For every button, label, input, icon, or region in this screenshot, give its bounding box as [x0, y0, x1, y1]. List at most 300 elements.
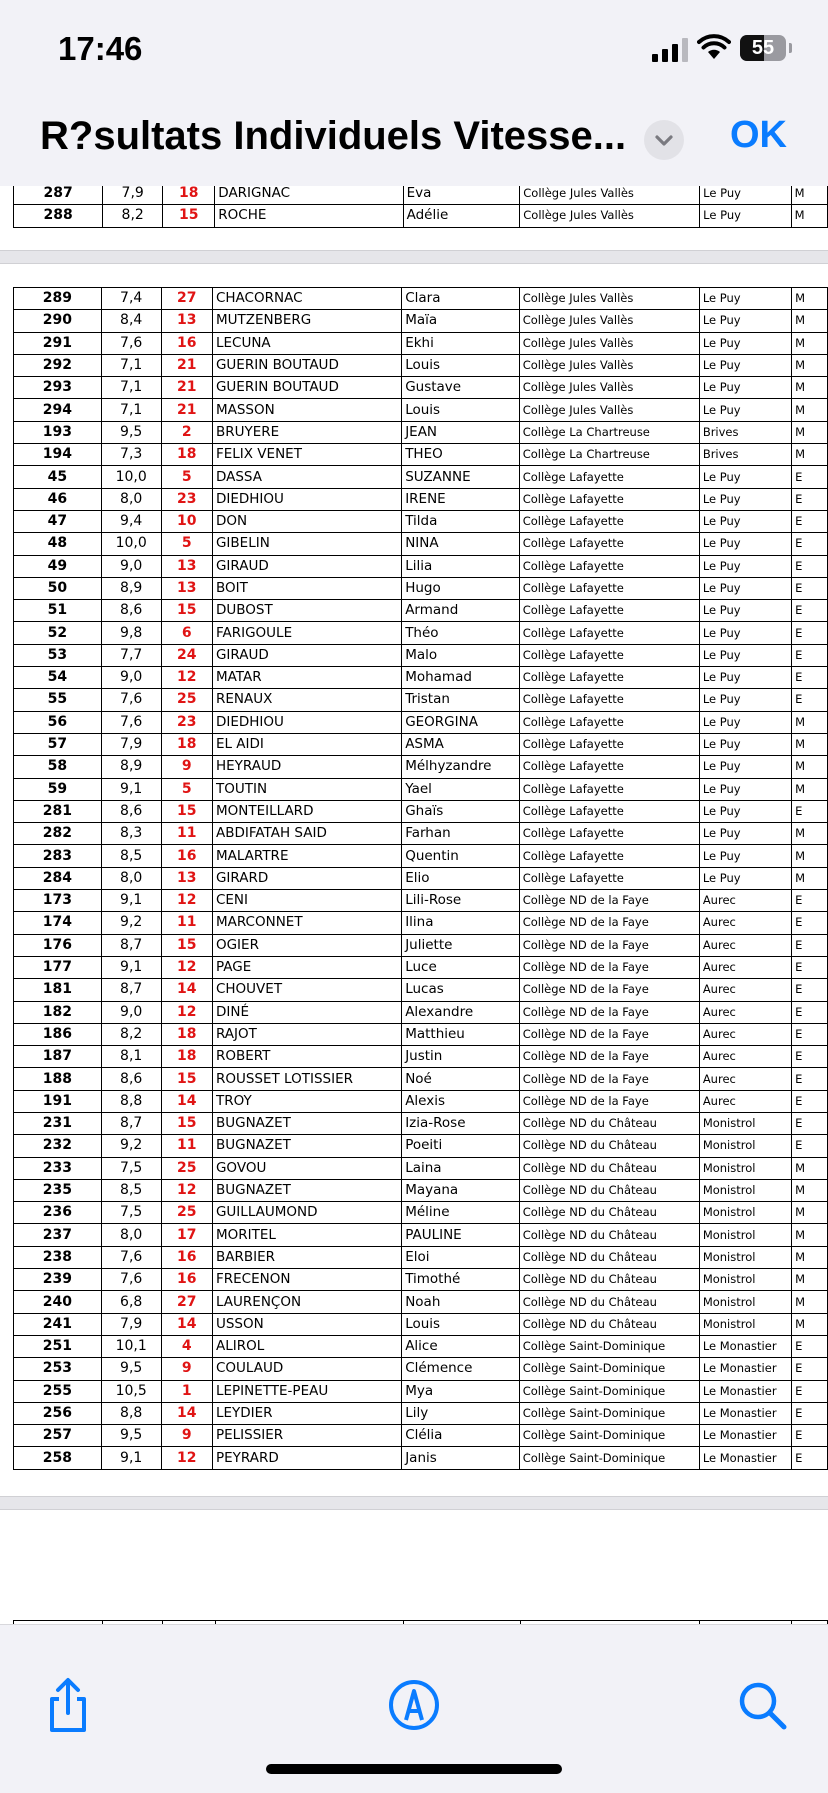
dossard-cell: 55	[14, 689, 102, 711]
last-name-cell: ROUSSET LOTISSIER	[212, 1068, 401, 1090]
city-cell: Monistrol	[699, 1246, 791, 1268]
school-cell: Collège Jules Vallès	[519, 399, 699, 421]
first-name-cell: JEAN	[402, 421, 520, 443]
last-name-cell: MASSON	[212, 399, 401, 421]
rank-cell: 4	[161, 1335, 212, 1357]
city-cell: Monistrol	[699, 1157, 791, 1179]
score-cell: 7,4	[101, 288, 161, 310]
dossard-cell: 236	[14, 1202, 102, 1224]
school-cell: Collège ND de la Faye	[519, 979, 699, 1001]
school-cell: Collège Lafayette	[519, 733, 699, 755]
school-cell: Collège ND de la Faye	[519, 890, 699, 912]
dossard-cell: 54	[14, 667, 102, 689]
dossard-cell: 235	[14, 1179, 102, 1201]
first-name-cell: ASMA	[402, 733, 520, 755]
chevron-down-icon	[644, 120, 684, 160]
category-cell: M	[792, 421, 828, 443]
dossard-cell: 232	[14, 1135, 102, 1157]
school-cell: Collège Saint-Dominique	[519, 1447, 699, 1469]
last-name-cell: ABDIFATAH SAID	[212, 823, 401, 845]
dossard-cell: 48	[14, 533, 102, 555]
markup-button[interactable]	[386, 1677, 442, 1733]
city-cell: Le Monastier	[699, 1425, 791, 1447]
rank-cell: 15	[161, 1068, 212, 1090]
table-row	[14, 823, 828, 845]
dossard-cell: 288	[14, 205, 103, 227]
battery-level: 55	[751, 37, 775, 59]
rank-cell: 18	[161, 1046, 212, 1068]
table-row	[14, 377, 828, 399]
dossard-cell: 233	[14, 1157, 102, 1179]
school-cell: Collège Jules Vallès	[519, 288, 699, 310]
score-cell: 9,1	[101, 890, 161, 912]
first-name-cell: Lucas	[402, 979, 520, 1001]
category-cell: M	[792, 867, 828, 889]
table-row	[14, 1046, 828, 1068]
search-button[interactable]	[734, 1677, 790, 1733]
last-name-cell: GIBELIN	[212, 533, 401, 555]
last-name-cell: DIEDHIOU	[212, 711, 401, 733]
category-cell: E	[792, 577, 828, 599]
last-name-cell: MALARTRE	[212, 845, 401, 867]
city-cell: Monistrol	[699, 1179, 791, 1201]
category-cell: M	[792, 1202, 828, 1224]
last-name-cell: GUILLAUMOND	[212, 1202, 401, 1224]
first-name-cell: Ilina	[402, 912, 520, 934]
score-cell: 10,5	[101, 1380, 161, 1402]
last-name-cell: PAGE	[212, 956, 401, 978]
category-cell: M	[792, 711, 828, 733]
city-cell: Le Monastier	[699, 1358, 791, 1380]
last-name-cell: PELISSIER	[212, 1425, 401, 1447]
rank-cell: 5	[161, 533, 212, 555]
table-row	[14, 979, 828, 1001]
table-row	[14, 1425, 828, 1447]
score-cell: 9,2	[101, 1135, 161, 1157]
category-cell: E	[792, 934, 828, 956]
school-cell: Collège Lafayette	[519, 667, 699, 689]
rank-cell: 14	[161, 1090, 212, 1112]
dossard-cell: 52	[14, 622, 102, 644]
last-name-cell: TROY	[212, 1090, 401, 1112]
city-cell: Le Puy	[699, 711, 791, 733]
rank-cell: 21	[161, 354, 212, 376]
city-cell: Le Puy	[699, 867, 791, 889]
last-name-cell: DON	[212, 510, 401, 532]
category-cell: M	[792, 377, 828, 399]
score-cell: 10,0	[101, 533, 161, 555]
dossard-cell: 186	[14, 1023, 102, 1045]
dossard-cell: 239	[14, 1269, 102, 1291]
school-cell: Collège Lafayette	[519, 510, 699, 532]
category-cell: E	[792, 979, 828, 1001]
school-cell: Collège ND du Château	[519, 1291, 699, 1313]
school-cell: Collège ND de la Faye	[519, 1046, 699, 1068]
school-cell: Collège Saint-Dominique	[519, 1380, 699, 1402]
rank-cell: 15	[161, 1112, 212, 1134]
school-cell: Collège ND de la Faye	[519, 934, 699, 956]
last-name-cell: USSON	[212, 1313, 401, 1335]
last-name-cell: RENAUX	[212, 689, 401, 711]
school-cell: Collège Lafayette	[519, 488, 699, 510]
table-row	[14, 577, 828, 599]
table-row	[14, 510, 828, 532]
dossard-cell: 289	[14, 288, 102, 310]
last-name-cell: RAJOT	[212, 1023, 401, 1045]
last-name-cell: ROCHE	[215, 205, 403, 227]
rank-cell: 12	[161, 890, 212, 912]
city-cell: Le Monastier	[699, 1402, 791, 1424]
score-cell: 7,6	[101, 711, 161, 733]
category-cell: E	[792, 912, 828, 934]
school-cell: Collège Lafayette	[519, 689, 699, 711]
first-name-cell: Poeiti	[402, 1135, 520, 1157]
score-cell: 8,0	[101, 1224, 161, 1246]
category-cell: E	[792, 890, 828, 912]
first-name-cell: THEO	[402, 444, 520, 466]
first-name-cell: Louis	[402, 1313, 520, 1335]
table-row	[14, 205, 828, 227]
rank-cell: 12	[161, 667, 212, 689]
category-cell: M	[792, 1291, 828, 1313]
table-row	[14, 667, 828, 689]
rank-cell: 10	[161, 510, 212, 532]
dossard-cell: 290	[14, 310, 102, 332]
rank-cell: 13	[161, 555, 212, 577]
school-cell: Collège Jules Vallès	[520, 186, 700, 205]
search-icon	[734, 1677, 790, 1733]
rank-cell: 5	[161, 778, 212, 800]
city-cell: Le Puy	[699, 288, 791, 310]
category-cell: M	[792, 288, 828, 310]
share-icon	[40, 1677, 96, 1733]
last-name-cell: LECUNA	[212, 332, 401, 354]
first-name-cell: Louis	[402, 399, 520, 421]
first-name-cell: Hugo	[402, 577, 520, 599]
markup-icon	[386, 1677, 442, 1733]
school-cell: Collège ND de la Faye	[519, 1090, 699, 1112]
category-cell: M	[792, 823, 828, 845]
rank-cell: 2	[161, 421, 212, 443]
dossard-cell: 50	[14, 577, 102, 599]
first-name-cell: Juliette	[402, 934, 520, 956]
school-cell: Collège ND du Château	[519, 1269, 699, 1291]
city-cell: Le Puy	[699, 332, 791, 354]
dossard-cell: 53	[14, 644, 102, 666]
table-row	[14, 466, 828, 488]
document-view[interactable]	[0, 186, 828, 1624]
rank-cell: 18	[163, 186, 215, 205]
last-name-cell: CENI	[212, 890, 401, 912]
school-cell: Collège ND du Château	[519, 1202, 699, 1224]
school-cell: Collège Lafayette	[519, 555, 699, 577]
city-cell: Monistrol	[699, 1313, 791, 1335]
score-cell: 7,5	[101, 1202, 161, 1224]
score-cell: 7,1	[101, 377, 161, 399]
last-name-cell: PEYRARD	[212, 1447, 401, 1469]
score-cell: 7,1	[101, 354, 161, 376]
first-name-cell: Alice	[402, 1335, 520, 1357]
category-cell: M	[792, 845, 828, 867]
rank-cell: 16	[161, 845, 212, 867]
first-name-cell: Noah	[402, 1291, 520, 1313]
school-cell: Collège ND du Château	[519, 1246, 699, 1268]
page-break	[0, 1496, 828, 1510]
first-name-cell: SUZANNE	[402, 466, 520, 488]
rank-cell: 14	[161, 1313, 212, 1335]
first-name-cell: Mohamad	[402, 667, 520, 689]
first-name-cell: Maïa	[402, 310, 520, 332]
results-table-page-1	[13, 186, 828, 228]
table-row	[14, 186, 828, 205]
last-name-cell: COULAUD	[212, 1358, 401, 1380]
score-cell: 7,6	[101, 1269, 161, 1291]
table-row	[14, 288, 828, 310]
rank-cell: 11	[161, 912, 212, 934]
rank-cell: 16	[161, 1269, 212, 1291]
city-cell: Le Puy	[699, 310, 791, 332]
school-cell: Collège Lafayette	[519, 800, 699, 822]
rank-cell: 15	[161, 934, 212, 956]
school-cell: Collège Saint-Dominique	[519, 1402, 699, 1424]
rank-cell: 12	[161, 1001, 212, 1023]
first-name-cell: Mya	[402, 1380, 520, 1402]
last-name-cell: DIEDHIOU	[212, 488, 401, 510]
dossard-cell: 284	[14, 867, 102, 889]
category-cell: E	[792, 667, 828, 689]
last-name-cell: LEYDIER	[212, 1402, 401, 1424]
category-cell: E	[792, 510, 828, 532]
table-row	[14, 1090, 828, 1112]
city-cell: Aurec	[699, 979, 791, 1001]
rank-cell: 27	[161, 288, 212, 310]
dossard-cell: 281	[14, 800, 102, 822]
city-cell: Monistrol	[699, 1291, 791, 1313]
dossard-cell: 294	[14, 399, 102, 421]
table-row	[14, 488, 828, 510]
score-cell: 7,9	[103, 186, 163, 205]
city-cell: Aurec	[699, 956, 791, 978]
score-cell: 9,1	[101, 956, 161, 978]
category-cell: M	[792, 354, 828, 376]
category-cell: E	[792, 956, 828, 978]
category-cell: M	[792, 1246, 828, 1268]
first-name-cell: IRENE	[402, 488, 520, 510]
ok-button[interactable]: OK	[730, 114, 787, 156]
category-cell: M	[791, 205, 827, 227]
city-cell: Le Puy	[699, 555, 791, 577]
school-cell: Collège Jules Vallès	[519, 377, 699, 399]
rank-cell: 17	[161, 1224, 212, 1246]
table-row	[14, 1112, 828, 1134]
category-cell: E	[792, 488, 828, 510]
rank-cell: 11	[161, 823, 212, 845]
city-cell: Le Puy	[699, 533, 791, 555]
school-cell: Collège Lafayette	[519, 823, 699, 845]
status-bar	[0, 0, 828, 100]
table-row	[14, 622, 828, 644]
last-name-cell: BUGNAZET	[212, 1135, 401, 1157]
category-cell: E	[792, 1358, 828, 1380]
city-cell: Monistrol	[699, 1224, 791, 1246]
school-cell: Collège Jules Vallès	[519, 354, 699, 376]
first-name-cell: Noé	[402, 1068, 520, 1090]
score-cell: 7,6	[101, 332, 161, 354]
category-cell: M	[792, 778, 828, 800]
category-cell: M	[791, 186, 827, 205]
city-cell: Le Puy	[700, 205, 791, 227]
city-cell: Aurec	[699, 1023, 791, 1045]
title-menu-button[interactable]	[644, 120, 684, 160]
table-row	[14, 1023, 828, 1045]
dossard-cell: 291	[14, 332, 102, 354]
score-cell: 8,2	[103, 205, 163, 227]
score-cell: 7,6	[101, 1246, 161, 1268]
city-cell: Le Puy	[699, 354, 791, 376]
dossard-cell: 56	[14, 711, 102, 733]
first-name-cell: Justin	[402, 1046, 520, 1068]
school-cell: Collège ND de la Faye	[519, 1023, 699, 1045]
school-cell: Collège La Chartreuse	[519, 444, 699, 466]
dossard-cell: 174	[14, 912, 102, 934]
share-button[interactable]	[40, 1677, 96, 1733]
category-cell: M	[792, 1224, 828, 1246]
city-cell: Monistrol	[699, 1269, 791, 1291]
table-row	[14, 555, 828, 577]
category-cell: E	[792, 1135, 828, 1157]
rank-cell: 18	[161, 733, 212, 755]
school-cell: Collège Saint-Dominique	[519, 1358, 699, 1380]
table-row	[14, 890, 828, 912]
school-cell: Collège Lafayette	[519, 867, 699, 889]
last-name-cell: FRECENON	[212, 1269, 401, 1291]
dossard-cell: 177	[14, 956, 102, 978]
table-row	[14, 1135, 828, 1157]
category-cell: E	[792, 1335, 828, 1357]
category-cell: M	[792, 1269, 828, 1291]
first-name-cell: NINA	[402, 533, 520, 555]
category-cell: M	[792, 1179, 828, 1201]
category-cell: M	[792, 1313, 828, 1335]
dossard-cell: 188	[14, 1068, 102, 1090]
category-cell: E	[792, 644, 828, 666]
score-cell: 8,6	[101, 800, 161, 822]
dossard-cell: 59	[14, 778, 102, 800]
last-name-cell: MORITEL	[212, 1224, 401, 1246]
score-cell: 7,9	[101, 733, 161, 755]
last-name-cell: CHACORNAC	[212, 288, 401, 310]
category-cell: E	[792, 533, 828, 555]
dossard-cell: 257	[14, 1425, 102, 1447]
city-cell: Le Puy	[699, 466, 791, 488]
last-name-cell: MARCONNET	[212, 912, 401, 934]
rank-cell: 15	[163, 205, 215, 227]
dossard-cell: 193	[14, 421, 102, 443]
category-cell: M	[792, 733, 828, 755]
last-name-cell: GIRAUD	[212, 644, 401, 666]
score-cell: 7,3	[101, 444, 161, 466]
battery-tip	[789, 43, 792, 53]
dossard-cell: 46	[14, 488, 102, 510]
table-row	[14, 1447, 828, 1469]
score-cell: 9,0	[101, 1001, 161, 1023]
rank-cell: 12	[161, 1179, 212, 1201]
last-name-cell: MONTEILLARD	[212, 800, 401, 822]
score-cell: 8,3	[101, 823, 161, 845]
last-name-cell: FARIGOULE	[212, 622, 401, 644]
dossard-cell: 194	[14, 444, 102, 466]
city-cell: Le Puy	[699, 756, 791, 778]
city-cell: Le Puy	[699, 600, 791, 622]
rank-cell: 9	[161, 756, 212, 778]
school-cell: Collège Jules Vallès	[519, 332, 699, 354]
first-name-cell: Matthieu	[402, 1023, 520, 1045]
dossard-cell: 176	[14, 934, 102, 956]
last-name-cell: ALIROL	[212, 1335, 401, 1357]
score-cell: 8,1	[101, 1046, 161, 1068]
table-row	[14, 1224, 828, 1246]
category-cell: E	[792, 1380, 828, 1402]
school-cell: Collège Lafayette	[519, 644, 699, 666]
first-name-cell: PAULINE	[402, 1224, 520, 1246]
rank-cell: 24	[161, 644, 212, 666]
table-row	[14, 399, 828, 421]
table-row	[14, 867, 828, 889]
score-cell: 7,9	[101, 1313, 161, 1335]
school-cell: Collège Lafayette	[519, 756, 699, 778]
first-name-cell: Tilda	[402, 510, 520, 532]
dossard-cell: 45	[14, 466, 102, 488]
city-cell: Le Puy	[699, 577, 791, 599]
score-cell: 9,0	[101, 555, 161, 577]
first-name-cell: Alexis	[402, 1090, 520, 1112]
dossard-cell: 240	[14, 1291, 102, 1313]
last-name-cell: HEYRAUD	[212, 756, 401, 778]
table-row	[14, 756, 828, 778]
dossard-cell: 238	[14, 1246, 102, 1268]
school-cell: Collège ND du Château	[519, 1179, 699, 1201]
last-name-cell: GUERIN BOUTAUD	[212, 377, 401, 399]
score-cell: 9,1	[101, 1447, 161, 1469]
last-name-cell: LEPINETTE-PEAU	[212, 1380, 401, 1402]
category-cell: M	[792, 1157, 828, 1179]
first-name-cell: GEORGINA	[402, 711, 520, 733]
first-name-cell: Lily	[402, 1402, 520, 1424]
city-cell: Le Monastier	[699, 1380, 791, 1402]
first-name-cell: Mayana	[402, 1179, 520, 1201]
school-cell: Collège Lafayette	[519, 466, 699, 488]
dossard-cell: 47	[14, 510, 102, 532]
school-cell: Collège ND du Château	[519, 1112, 699, 1134]
school-cell: Collège Lafayette	[519, 577, 699, 599]
score-cell: 8,7	[101, 934, 161, 956]
city-cell: Aurec	[699, 1001, 791, 1023]
score-cell: 8,7	[101, 1112, 161, 1134]
category-cell: M	[792, 444, 828, 466]
city-cell: Le Puy	[699, 488, 791, 510]
score-cell: 8,8	[101, 1402, 161, 1424]
first-name-cell: Clémence	[402, 1358, 520, 1380]
rank-cell: 12	[161, 956, 212, 978]
city-cell: Le Puy	[699, 667, 791, 689]
school-cell: Collège ND de la Faye	[519, 956, 699, 978]
city-cell: Monistrol	[699, 1112, 791, 1134]
score-cell: 8,8	[101, 1090, 161, 1112]
rank-cell: 21	[161, 377, 212, 399]
school-cell: Collège Lafayette	[519, 778, 699, 800]
first-name-cell: Malo	[402, 644, 520, 666]
school-cell: Collège Lafayette	[519, 845, 699, 867]
